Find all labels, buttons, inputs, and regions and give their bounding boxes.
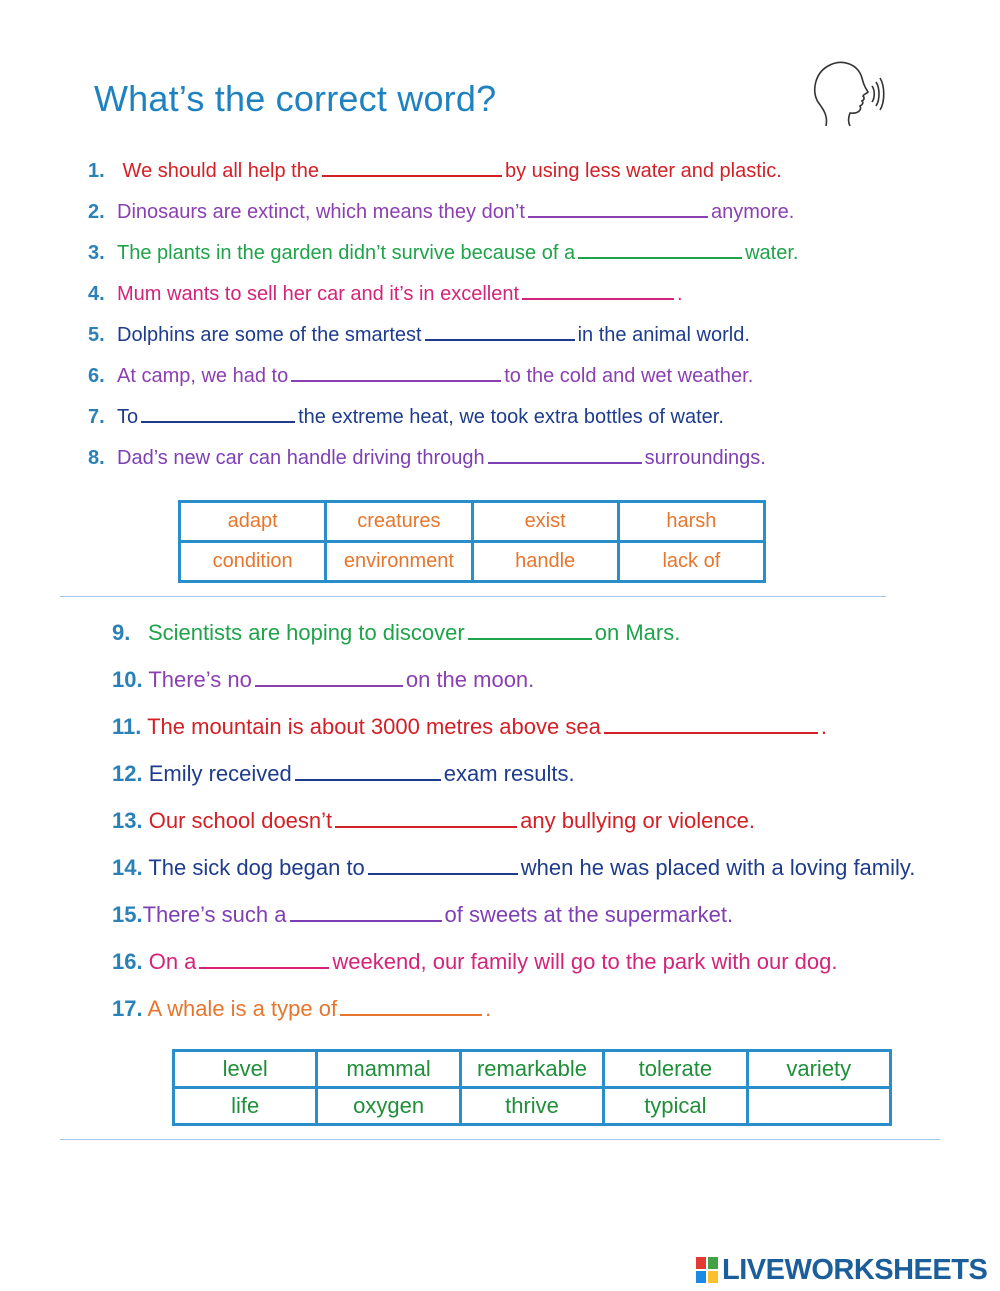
question-number: 9. (112, 620, 131, 645)
answer-blank-10[interactable] (255, 684, 403, 687)
question-9: 9. Scientists are hoping to discover on Mars. (112, 620, 681, 645)
question-13: 13. Our school doesn’t any bullying or violence. (112, 808, 755, 833)
question-number: 11. (112, 714, 142, 739)
answer-blank-9[interactable] (468, 637, 592, 640)
question-17: 17. A whale is a type of . (112, 996, 492, 1021)
answer-blank-15[interactable] (290, 919, 442, 922)
section-divider (60, 1139, 940, 1140)
question-number: 16. (112, 949, 143, 974)
word-bank-cell[interactable]: oxygen (317, 1088, 460, 1125)
word-bank-cell[interactable]: tolerate (604, 1051, 747, 1088)
word-bank-cell[interactable]: variety (747, 1051, 890, 1088)
question-number: 1. (88, 160, 105, 182)
answer-blank-5[interactable] (425, 338, 575, 341)
question-4: 4. Mum wants to sell her car and it’s in excellent . (88, 283, 683, 305)
answer-blank-16[interactable] (199, 966, 329, 969)
question-5: 5. Dolphins are some of the smartest in the animal world. (88, 324, 750, 346)
word-bank-cell[interactable]: typical (604, 1088, 747, 1125)
question-14: 14. The sick dog began to when he was placed with a loving family. (112, 855, 916, 880)
word-bank-cell[interactable] (747, 1088, 890, 1125)
answer-blank-12[interactable] (295, 778, 441, 781)
speaking-head-icon[interactable] (808, 56, 890, 132)
question-number: 8. (88, 447, 105, 469)
answer-blank-4[interactable] (522, 297, 674, 300)
question-2: 2. Dinosaurs are extinct, which means they don’t anymore. (88, 201, 795, 223)
section-divider (60, 596, 886, 597)
answer-blank-2[interactable] (528, 215, 708, 218)
question-15: 15.There’s such a of sweets at the supermarket. (112, 902, 734, 927)
answer-blank-6[interactable] (291, 379, 501, 382)
question-number: 3. (88, 242, 105, 264)
question-number: 10. (112, 667, 143, 692)
question-number: 17. (112, 996, 143, 1021)
word-bank-cell[interactable]: remarkable (460, 1051, 603, 1088)
word-bank-cell[interactable]: life (174, 1088, 317, 1125)
word-bank-cell[interactable]: creatures (326, 502, 472, 542)
word-bank-cell[interactable]: handle (472, 542, 618, 582)
question-number: 2. (88, 201, 105, 223)
question-6: 6. At camp, we had to to the cold and wet weather. (88, 365, 754, 387)
word-bank-cell[interactable]: thrive (460, 1088, 603, 1125)
answer-blank-3[interactable] (578, 256, 742, 259)
logo-text: LIVEWORKSHEETS (722, 1254, 988, 1286)
question-12: 12. Emily received exam results. (112, 761, 575, 786)
answer-blank-14[interactable] (368, 872, 518, 875)
question-16: 16. On a weekend, our family will go to the park with our dog. (112, 949, 838, 974)
question-number: 4. (88, 283, 105, 305)
word-bank-cell[interactable]: harsh (618, 502, 764, 542)
answer-blank-11[interactable] (604, 731, 818, 734)
page-title: What’s the correct word? (94, 78, 497, 119)
word-bank-cell[interactable]: exist (472, 502, 618, 542)
answer-blank-17[interactable] (340, 1013, 482, 1016)
question-number: 7. (88, 406, 105, 428)
question-number: 13. (112, 808, 143, 833)
answer-blank-13[interactable] (335, 825, 517, 828)
word-bank-cell[interactable]: condition (180, 542, 326, 582)
question-7: 7. To the extreme heat, we took extra bottles of water. (88, 406, 724, 428)
word-bank-cell[interactable]: mammal (317, 1051, 460, 1088)
word-bank-1 (178, 500, 766, 583)
answer-blank-1[interactable] (322, 174, 502, 177)
logo-blocks-icon (696, 1257, 718, 1283)
question-8: 8. Dad’s new car can handle driving through surroundings. (88, 447, 766, 469)
question-number: 14. (112, 855, 143, 880)
answer-blank-7[interactable] (141, 420, 295, 423)
question-3: 3. The plants in the garden didn’t survive because of a water. (88, 242, 799, 264)
word-bank-2 (172, 1049, 892, 1126)
word-bank-cell[interactable]: environment (326, 542, 472, 582)
word-bank-cell[interactable]: lack of (618, 542, 764, 582)
question-number: 15. (112, 902, 143, 927)
question-11: 11. The mountain is about 3000 metres above sea . (112, 714, 827, 739)
question-number: 12. (112, 761, 143, 786)
answer-blank-8[interactable] (488, 461, 642, 464)
word-bank-cell[interactable]: adapt (180, 502, 326, 542)
word-bank-cell[interactable]: level (174, 1051, 317, 1088)
question-1: 1. We should all help the by using less water and plastic. (88, 160, 782, 182)
question-10: 10. There’s no on the moon. (112, 667, 535, 692)
question-number: 6. (88, 365, 105, 387)
question-number: 5. (88, 324, 105, 346)
